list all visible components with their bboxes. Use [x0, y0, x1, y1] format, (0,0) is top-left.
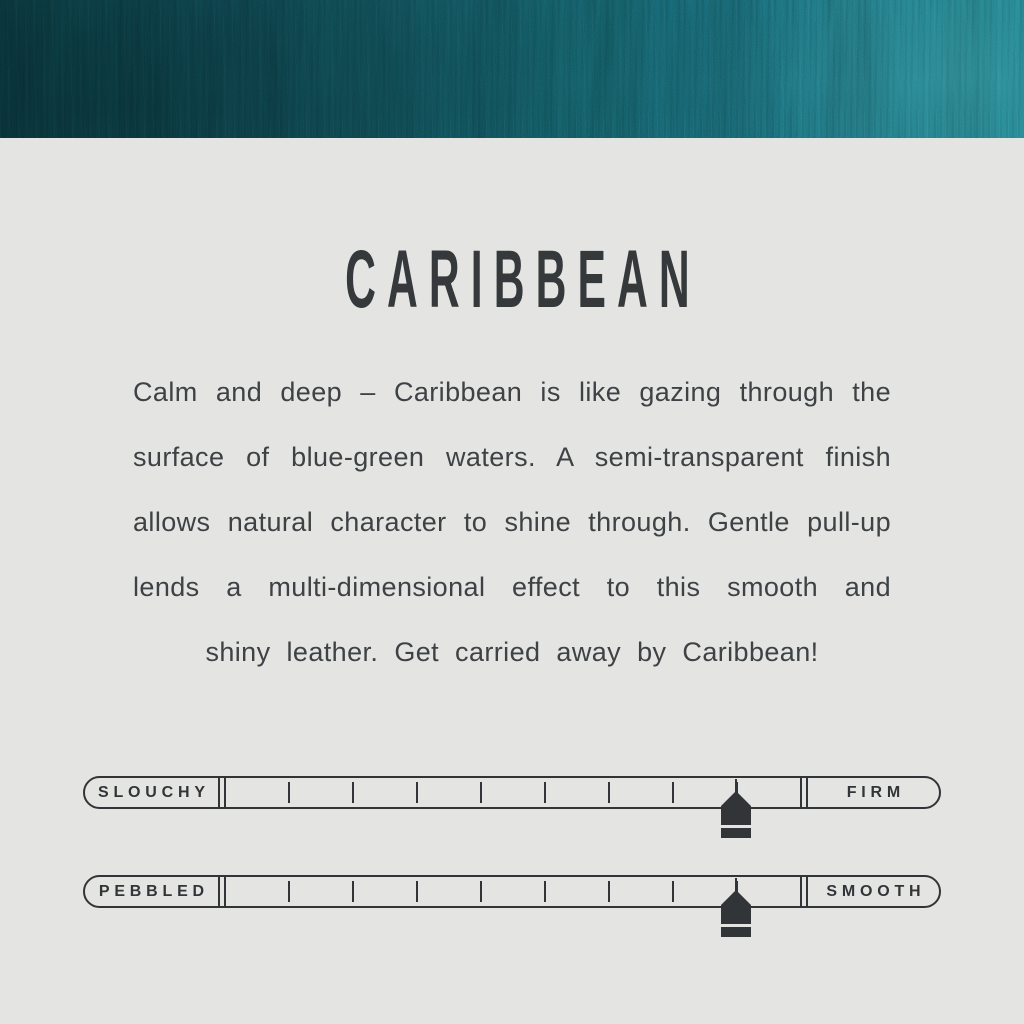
attribute-scale [83, 776, 941, 809]
leather-grain-texture [0, 0, 1024, 138]
scale-tick [480, 782, 482, 803]
scale-right-label: SMOOTH [806, 877, 939, 906]
scale-ticks [224, 877, 802, 906]
page-title-text: CARIBBEAN [344, 234, 701, 325]
scale-tick [736, 881, 738, 902]
leather-swatch-image [0, 0, 1024, 138]
scale-tick [672, 782, 674, 803]
page-title [0, 234, 1024, 325]
scale-tick [544, 782, 546, 803]
scale-left-label: PEBBLED [85, 877, 220, 906]
attribute-scale [83, 875, 941, 908]
scale-tick [544, 881, 546, 902]
scale-ticks [224, 778, 802, 807]
scale-tick [480, 881, 482, 902]
scale-tick [608, 881, 610, 902]
scale-left-label: SLOUCHY [85, 778, 220, 807]
attribute-scales [83, 776, 941, 908]
scale-tick [672, 881, 674, 902]
scale-tick [736, 782, 738, 803]
scale-tick [288, 782, 290, 803]
scale-tick [288, 881, 290, 902]
scale-right-label: FIRM [806, 778, 939, 807]
scale-tick [352, 782, 354, 803]
scale-tick [416, 881, 418, 902]
scale-tick [608, 782, 610, 803]
scale-tick [352, 881, 354, 902]
description-text: Calm and deep – Caribbean is like gazing through the surface of blue-green waters. A semi-transparent finish allows natural character to shine through. Gentle pull-up lends a multi-dimensional effect to this smooth and shiny leather. Get carried away by Caribbean! [133, 377, 891, 667]
scale-tick [416, 782, 418, 803]
